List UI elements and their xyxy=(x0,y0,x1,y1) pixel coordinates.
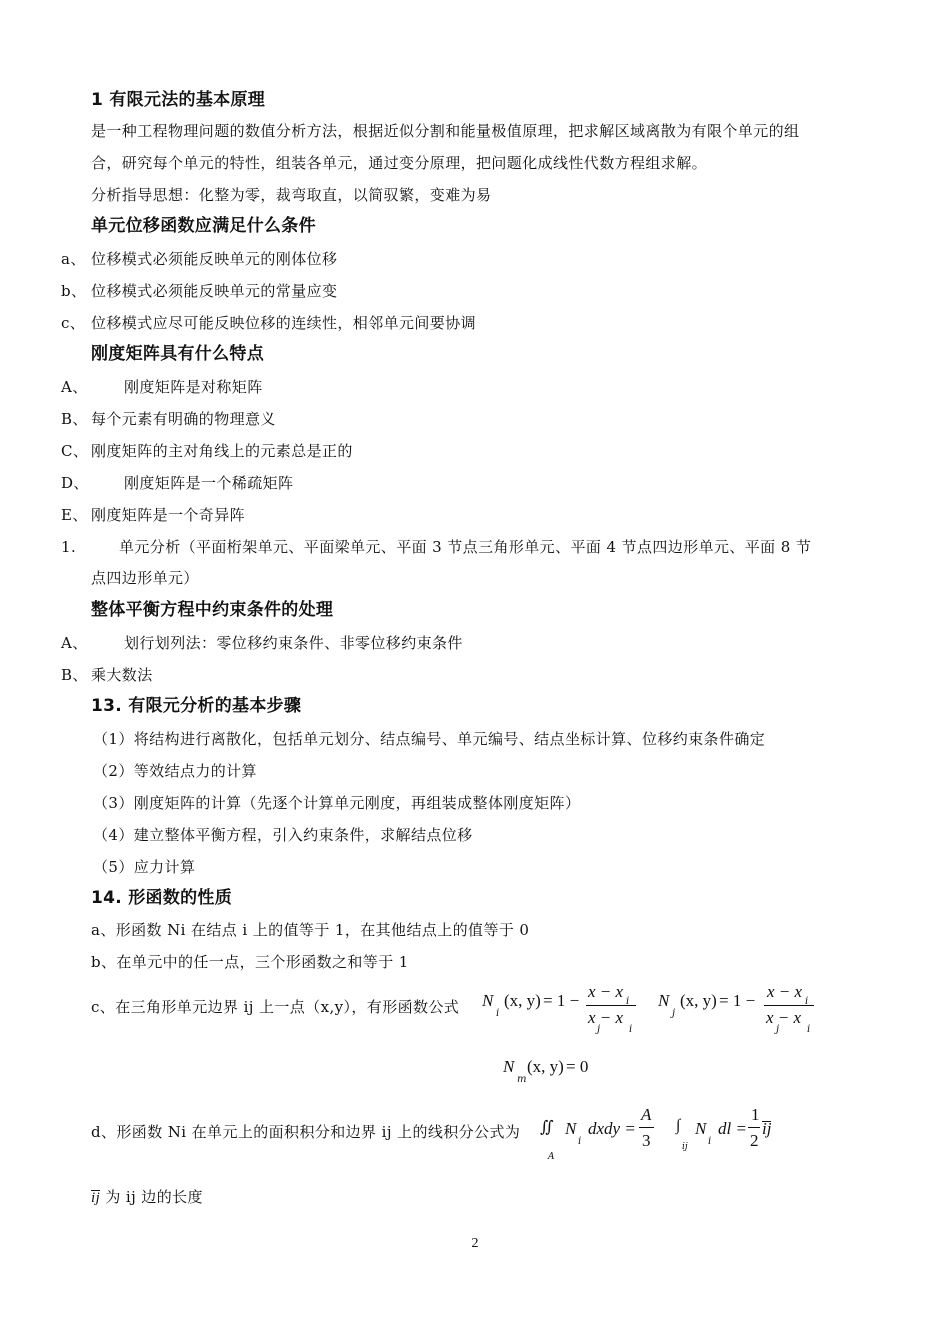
math-symbol: N xyxy=(482,991,494,1010)
list-label: A、 xyxy=(61,378,88,396)
math-args: (x, y) xyxy=(504,991,541,1010)
paragraph-line: 点四边形单元） xyxy=(91,569,199,587)
paragraph-line: 是一种工程物理问题的数值分析方法，根据近似分割和能量极值原理，把求解区域离散为有限个单元的组 xyxy=(91,122,800,140)
page-number: 2 xyxy=(471,1236,479,1251)
list-item xyxy=(61,280,337,301)
fraction-line xyxy=(748,1127,760,1128)
fraction-line xyxy=(639,1127,654,1128)
edge-length-symbol: ij xyxy=(762,1119,772,1138)
list-item xyxy=(61,408,276,429)
fraction-numerator: x − x xyxy=(767,982,803,1001)
list-item: （3）刚度矩阵的计算（先逐个计算单元刚度，再组装成整体刚度矩阵） xyxy=(93,794,581,812)
section-title-stiffness-matrix: 刚度矩阵具有什么特点 xyxy=(91,344,264,364)
list-item: （1）将结构进行离散化，包括单元划分、结点编号、单元编号、结点坐标计算、位移约束条件确定 xyxy=(93,730,766,748)
list-text: 单元分析（平面桁架单元、平面梁单元、平面 3 节点三角形单元、平面 4 节点四边形单元、平面 8 节 xyxy=(119,538,812,556)
list-label: c、 xyxy=(61,314,86,332)
math-operator: = 0 xyxy=(566,1057,589,1076)
numbered-item xyxy=(61,536,811,557)
math-args: (x, y) xyxy=(680,991,717,1010)
math-subscript: A xyxy=(548,1152,555,1162)
math-symbol: N xyxy=(503,1057,515,1076)
math-subscript: i xyxy=(805,996,809,1007)
double-integral-symbol: ∬ xyxy=(540,1119,554,1136)
list-label: b、 xyxy=(61,282,87,300)
paragraph-line: a、形函数 Ni 在结点 i 上的值等于 1，在其他结点上的值等于 0 xyxy=(91,921,530,939)
fraction-denominator: 3 xyxy=(642,1131,651,1150)
list-label: B、 xyxy=(61,666,88,684)
list-text: 刚度矩阵是一个奇异阵 xyxy=(91,506,246,524)
fraction-line xyxy=(586,1005,636,1006)
math-subscript: i xyxy=(629,1024,633,1035)
section-title-fem-steps: 13. 有限元分析的基本步骤 xyxy=(91,696,302,716)
edge-length-symbol: ij xyxy=(91,1190,101,1206)
fraction-denominator: x − x xyxy=(766,1008,802,1027)
math-args: (x, y) xyxy=(527,1057,564,1076)
list-label: 1. xyxy=(61,538,77,556)
section-title-constraint-handling: 整体平衡方程中约束条件的处理 xyxy=(91,600,334,620)
math-subscript: i xyxy=(807,1024,811,1035)
fraction-numerator: 1 xyxy=(751,1105,760,1124)
fraction-numerator: x − x xyxy=(588,982,624,1001)
fraction-denominator: 2 xyxy=(750,1131,759,1150)
paragraph-line: c、在三角形单元边界 ij 上一点（x,y），有形函数公式 xyxy=(91,998,460,1016)
list-text: 乘大数法 xyxy=(91,666,153,684)
paragraph-line: d、形函数 Ni 在单元上的面积积分和边界 ij 上的线积分公式为 xyxy=(91,1123,521,1141)
math-subscript: j xyxy=(672,1008,676,1019)
math-operator: = 1 − xyxy=(543,991,580,1010)
list-text: 刚度矩阵是对称矩阵 xyxy=(124,378,263,396)
paragraph-line: 合，研究每个单元的特性，组装各单元，通过变分原理，把问题化成线性代数方程组求解。 xyxy=(91,154,708,172)
math-operator: = 1 − xyxy=(719,991,756,1010)
list-label: B、 xyxy=(61,410,88,428)
list-text: 位移模式应尽可能反映位移的连续性，相邻单元间要协调 xyxy=(91,314,477,332)
math-subscript: i xyxy=(626,996,630,1007)
note-text: 为 ij 边的长度 xyxy=(105,1188,203,1206)
math-symbol: N xyxy=(695,1119,707,1138)
list-label: E、 xyxy=(61,506,88,524)
paragraph-line: 分析指导思想：化整为零，裁弯取直，以简驭繁，变难为易 xyxy=(91,186,492,204)
list-item: （5）应力计算 xyxy=(93,858,196,876)
list-item: （2）等效结点力的计算 xyxy=(93,762,257,780)
math-subscript: j xyxy=(597,1024,601,1035)
list-item xyxy=(61,312,476,333)
math-symbol: N xyxy=(658,991,670,1010)
math-symbol: N xyxy=(565,1119,577,1138)
list-item xyxy=(61,440,353,461)
list-item xyxy=(61,504,245,525)
math-subscript: m xyxy=(517,1074,527,1085)
list-text: 刚度矩阵是一个稀疏矩阵 xyxy=(124,474,294,492)
integral-symbol: ∫ xyxy=(676,1117,681,1134)
list-item xyxy=(61,248,337,269)
fraction-line xyxy=(764,1005,814,1006)
list-item xyxy=(61,472,293,493)
fraction-numerator: A xyxy=(641,1105,652,1124)
list-text: 位移模式必须能反映单元的刚体位移 xyxy=(91,250,338,268)
list-label: A、 xyxy=(61,634,88,652)
list-label: a、 xyxy=(61,250,86,268)
section-title-fem-principle: 1 有限元法的基本原理 xyxy=(91,90,266,110)
section-title-displacement-function: 单元位移函数应满足什么条件 xyxy=(91,216,316,236)
math-subscript: ij xyxy=(682,1142,688,1152)
section-title-shape-functions: 14. 形函数的性质 xyxy=(91,888,233,908)
paragraph-line xyxy=(91,1186,203,1207)
math-subscript: i xyxy=(578,1136,582,1147)
list-text: 刚度矩阵的主对角线上的元素总是正的 xyxy=(91,442,353,460)
list-item xyxy=(61,632,463,653)
math-subscript: i xyxy=(496,1008,500,1019)
list-text: 每个元素有明确的物理意义 xyxy=(91,410,276,428)
fraction-denominator: x − x xyxy=(588,1008,624,1027)
list-item xyxy=(61,376,263,397)
list-label: C、 xyxy=(61,442,89,460)
math-subscript: j xyxy=(776,1024,780,1035)
list-text: 划行划列法：零位移约束条件、非零位移约束条件 xyxy=(124,634,463,652)
list-item: （4）建立整体平衡方程，引入约束条件，求解结点位移 xyxy=(93,826,473,844)
math-differential: dl = xyxy=(718,1119,747,1138)
list-text: 位移模式必须能反映单元的常量应变 xyxy=(91,282,338,300)
list-item xyxy=(61,664,153,685)
paragraph-line: b、在单元中的任一点，三个形函数之和等于 1 xyxy=(91,953,409,971)
list-label: D、 xyxy=(61,474,89,492)
math-subscript: i xyxy=(708,1136,712,1147)
math-differential: dxdy = xyxy=(588,1119,636,1138)
